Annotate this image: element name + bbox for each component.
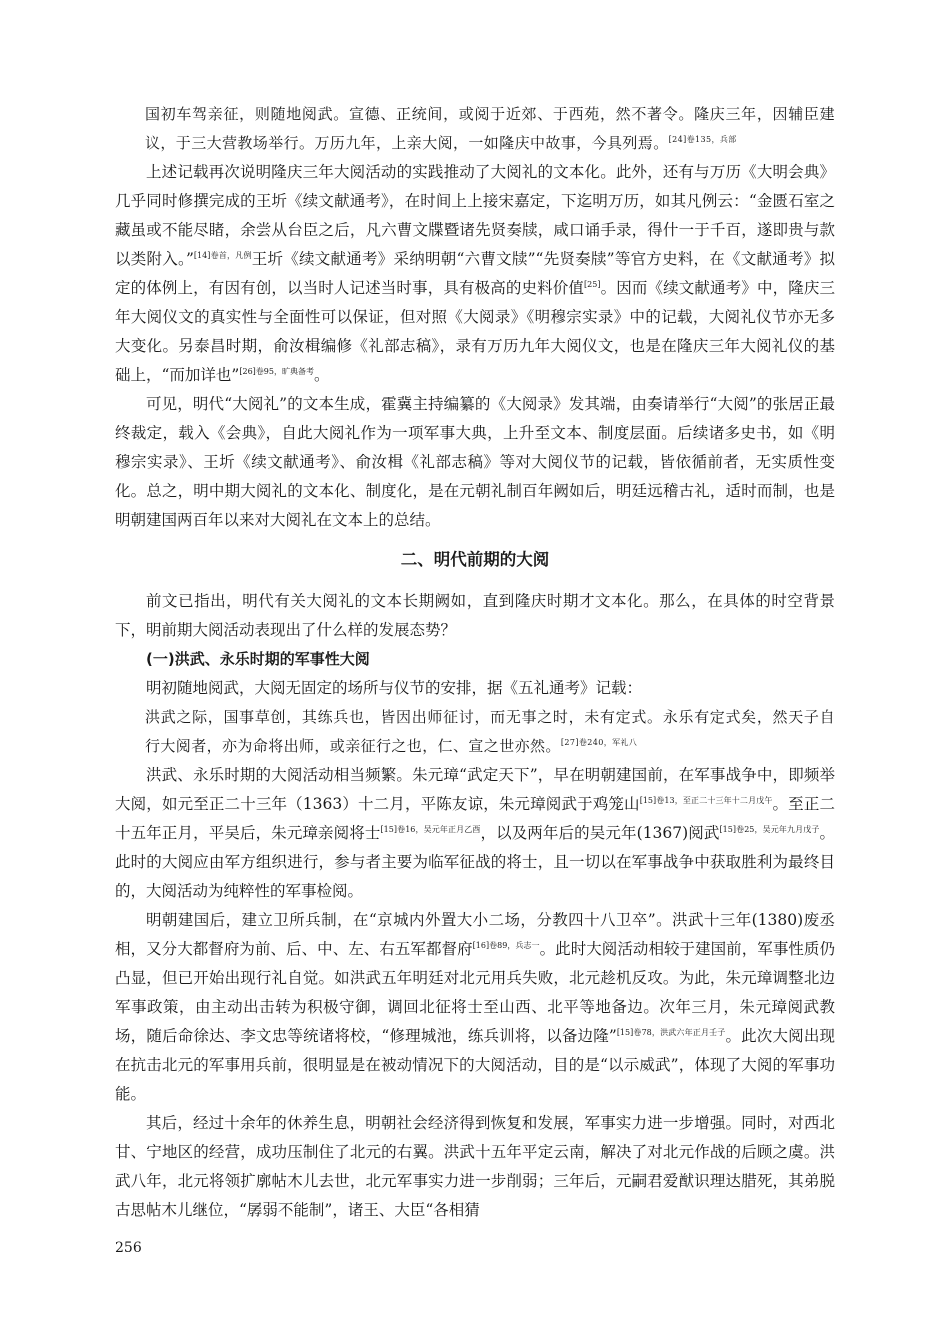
paragraph-3 [115,587,835,645]
quote-text: 洪武之际，国事草创，其练兵也，皆因出师征讨，而无事之时，未有定式。永乐有定式矣，然天子自行大阅者，亦为命将出师，或亲征行之也，仁、宣之世亦然。 [145,708,835,755]
paragraph-text: 。因而《续文献通考》中，隆庆三年大阅仪文的真实性与全面性可以保证，但对照《大阅录》《明穆宗实录》中的记载，大阅礼仪节亦无多大变化。另泰昌时期，俞汝楫编修《礼部志稿》，录有万历九年大阅仪文，也是在隆庆三年大阅礼仪的基础上，“而加详也” [115,279,835,384]
subsection-heading: (一)洪武、永乐时期的军事性大阅 [146,650,370,668]
citation: [25] [584,280,601,289]
paragraph-2 [115,390,835,535]
citation: [15]卷16，吴元年正月乙酉 [380,825,481,834]
citation: [15]卷13，至正二十三年十二月戊午 [639,796,773,805]
paragraph-text: 。此时大阅活动相较于建国前，军事性质仍凸显，但已开始出现行礼自觉。如洪武五年明廷对北元用兵失败，北元趁机反攻。为此，朱元璋调整北边军事政策，由主动出击转为积极守御，调回北征将士至山西、北平等地备边。次年三月，朱元璋阅武教场，随后命徐达、李文忠等统诸将校，“修理城池，练兵训将，以备边隆” [115,940,835,1045]
paragraph-text: 。至正二十五年正月，平吴后，朱元璋亲阅将士 [115,795,835,842]
citation: [14]卷首，凡例 [193,251,252,260]
quote-text: 国初车驾亲征，则随地阅武。宣德、正统间，或阅于近郊、于西苑，然不著令。隆庆三年，因辅臣建议，于三大营教场举行。万历九年，上亲大阅，一如隆庆中故事，今具列焉。 [145,105,835,152]
paragraph-text: 洪武、永乐时期的大阅活动相当频繁。朱元璋“武定天下”，早在明朝建国前，在军事战争中，即频举大阅，如元至正二十三年（1363）十二月，平陈友谅，朱元璋阅武于鸡笼山 [115,766,835,813]
paragraph-text: 。此次大阅出现在抗击北元的军事用兵前，很明显是在被动情况下的大阅活动，目的是“以示威武”，体现了大阅的军事功能。 [115,1027,835,1103]
paragraph-text: ，以及两年后的吴元年(1367)阅武 [480,824,720,842]
section-heading: 二、明代前期的大阅 [400,550,550,569]
paragraph-text: 明朝建国后，建立卫所兵制，在“京城内外置大小二场，分教四十八卫卒”。洪武十三年(1380)废丞相，又分大都督府为前、后、中、左、右五军都督府 [115,911,835,958]
paragraph-text: 上述记载再次说明隆庆三年大阅活动的实践推动了大阅礼的文本化。此外，还有与万历《大明会典》几乎同时修撰完成的王圻《续文献通考》，在时间上上接宋嘉定，下迄明万历，如其凡例云：“金匮石室之藏虽或不能尽睹，余尝从台臣之后，凡六曹文牒暨诸先贤奏牍，咸口诵手录，得什一于千百，遂即贵与款以类附入。” [115,163,835,268]
paragraph-1 [115,158,835,390]
citation: [26]卷95，旷典备考 [239,367,314,376]
citation: [15]卷78，洪武六年正月壬子 [616,1028,726,1037]
paragraph-text: 王圻《续文献通考》采纳明朝“六曹文牍”“先贤奏牍”等官方史料，在《文献通考》拟定的体例上，有因有创，以当时人记述当时事，具有极高的史料价值 [115,250,836,297]
page-body [115,100,835,1225]
paragraph-5 [115,761,835,906]
paragraph-text: 可见，明代“大阅礼”的文本生成，霍冀主持编纂的《大阅录》发其端，由奏请举行“大阅”的张居正最终裁定，载入《会典》，自此大阅礼作为一项军事大典，上升至文本、制度层面。后续诸多史书，如《明穆宗实录》、王圻《续文献通考》、俞汝楫《礼部志稿》等对大阅仪节的记载，皆依循前者，无实质性变化。总之，明中期大阅礼的文本化、制度化，是在元朝礼制百年阙如后，明廷远稽古礼，适时而制，也是明朝建国两百年以来对大阅礼在文本上的总结。 [115,395,835,529]
block-quote-1 [115,100,835,158]
citation: [27]卷240，军礼八 [560,738,638,747]
citation: [16]卷89，兵志一 [472,941,540,950]
paragraph-text: 前文已指出，明代有关大阅礼的文本长期阙如，直到隆庆时期才文本化。那么，在具体的时空背景下，明前期大阅活动表现出了什么样的发展态势？ [115,592,835,639]
page-number: 256 [115,1240,142,1256]
paragraph-text: 其后，经过十余年的休养生息，明朝社会经济得到恢复和发展，军事实力进一步增强。同时，对西北甘、宁地区的经营，成功压制住了北元的右翼。洪武十五年平定云南，解决了对北元作战的后顾之虞。洪武八年，北元将领扩廓帖木儿去世，北元军事实力进一步削弱；三年后，元嗣君爱猷识理达腊死，其弟脱古思帖木儿继位，“孱弱不能制”，诸王、大臣“各相猜 [115,1114,835,1219]
citation: [15]卷25，吴元年九月戊子 [719,825,820,834]
citation: [24]卷135，兵部 [668,135,737,144]
paragraph-7 [115,1109,835,1225]
paragraph-text: 。 [313,366,330,384]
paragraph-text: 。此时的大阅应由军方组织进行，参与者主要为临军征战的将士，且一切以在军事战争中获取胜利为最终目的，大阅活动为纯粹性的军事检阅。 [115,824,835,900]
paragraph-4 [115,674,835,703]
paragraph-6 [115,906,835,1109]
block-quote-2 [115,703,835,761]
paragraph-text: 明初随地阅武，大阅无固定的场所与仪节的安排，据《五礼通考》记载： [146,679,643,697]
